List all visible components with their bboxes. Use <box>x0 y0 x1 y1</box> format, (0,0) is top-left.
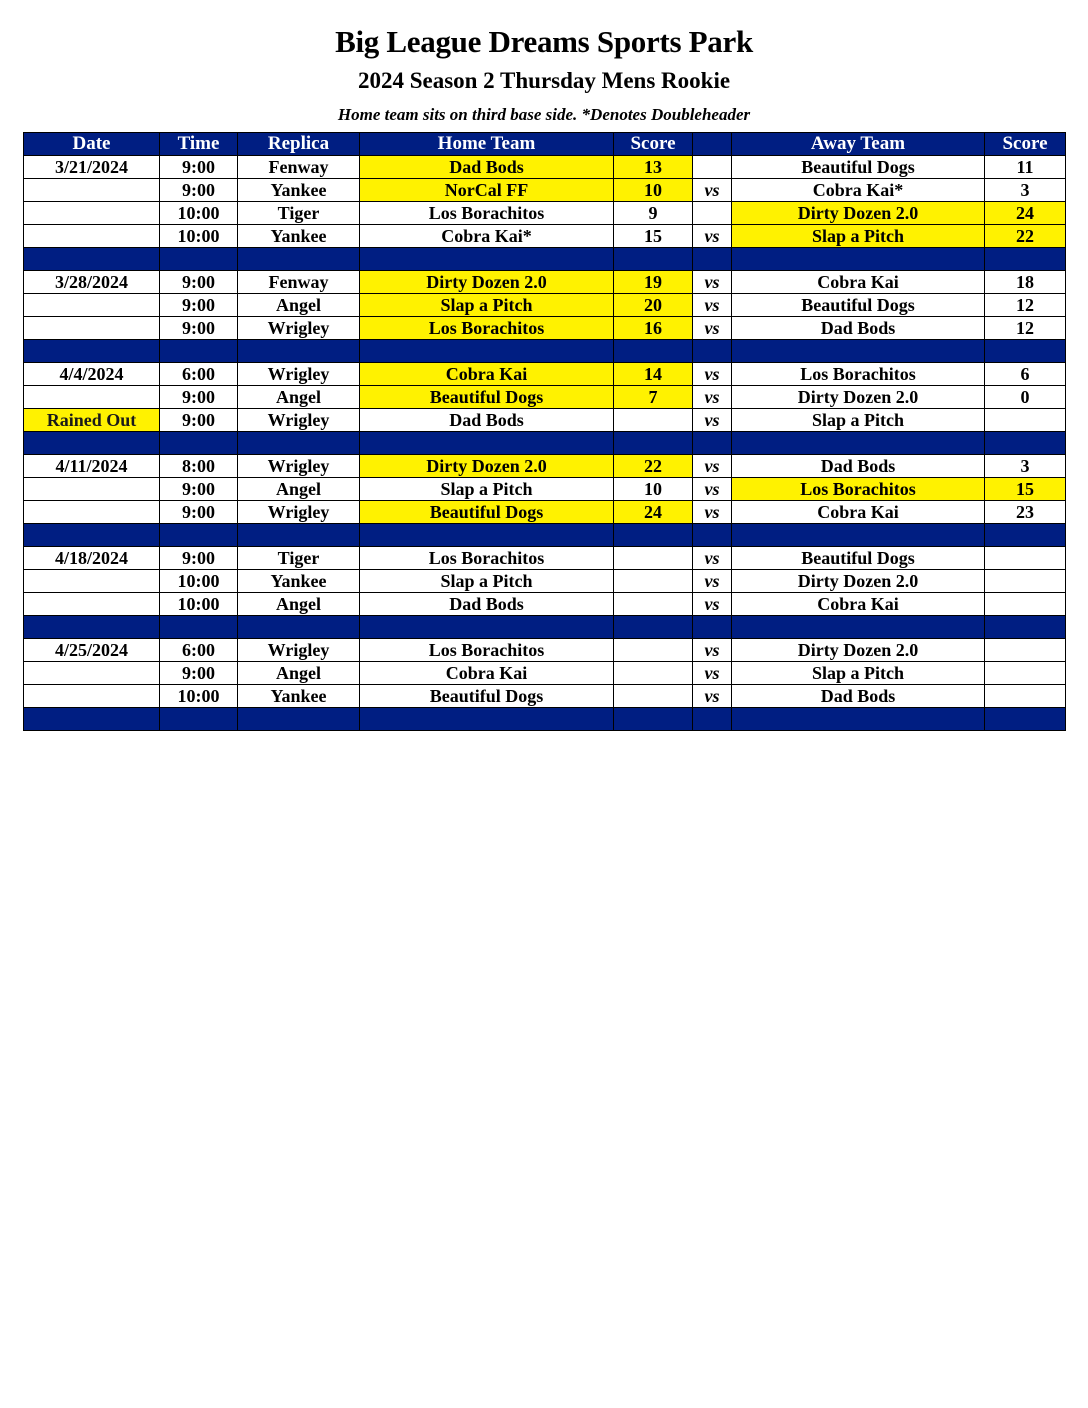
separator-cell <box>985 248 1066 271</box>
separator-cell <box>614 524 693 547</box>
home-score-cell: 20 <box>614 294 693 317</box>
home-team-cell: Beautiful Dogs <box>360 386 614 409</box>
separator-cell <box>732 432 985 455</box>
table-row <box>24 662 1066 685</box>
separator-cell <box>360 340 614 363</box>
away-score-cell <box>985 570 1066 593</box>
home-team-cell: Dad Bods <box>360 593 614 616</box>
date-cell: 3/28/2024 <box>24 271 160 294</box>
separator-cell <box>732 248 985 271</box>
home-score-cell: 13 <box>614 156 693 179</box>
separator-cell <box>24 524 160 547</box>
table-row <box>24 156 1066 179</box>
away-team-cell: Cobra Kai <box>732 501 985 524</box>
replica-cell: Fenway <box>238 271 360 294</box>
table-row <box>24 386 1066 409</box>
table-row <box>24 593 1066 616</box>
replica-cell: Angel <box>238 662 360 685</box>
home-score-cell <box>614 662 693 685</box>
week-separator-row <box>24 432 1066 455</box>
replica-cell: Yankee <box>238 225 360 248</box>
header-row <box>24 133 1066 156</box>
separator-cell <box>732 708 985 731</box>
header-time: Time <box>160 133 238 156</box>
table-row <box>24 501 1066 524</box>
header-away-score: Score <box>985 133 1066 156</box>
time-cell: 9:00 <box>160 478 238 501</box>
away-score-cell: 6 <box>985 363 1066 386</box>
home-score-cell <box>614 409 693 432</box>
away-team-cell: Cobra Kai <box>732 271 985 294</box>
date-cell <box>24 570 160 593</box>
week-separator-row <box>24 616 1066 639</box>
home-team-cell: Slap a Pitch <box>360 570 614 593</box>
time-cell: 9:00 <box>160 294 238 317</box>
separator-cell <box>985 432 1066 455</box>
replica-cell: Angel <box>238 294 360 317</box>
time-cell: 10:00 <box>160 593 238 616</box>
away-team-cell: Slap a Pitch <box>732 409 985 432</box>
vs-cell: vs <box>693 179 732 202</box>
away-team-cell: Dirty Dozen 2.0 <box>732 570 985 593</box>
home-score-cell: 14 <box>614 363 693 386</box>
separator-cell <box>238 432 360 455</box>
table-row <box>24 409 1066 432</box>
time-cell: 10:00 <box>160 570 238 593</box>
header-home-team: Home Team <box>360 133 614 156</box>
away-team-cell: Los Borachitos <box>732 363 985 386</box>
home-team-cell: Dirty Dozen 2.0 <box>360 271 614 294</box>
separator-cell <box>614 616 693 639</box>
home-team-cell: Los Borachitos <box>360 202 614 225</box>
week-separator-row <box>24 248 1066 271</box>
away-score-cell <box>985 639 1066 662</box>
separator-cell <box>238 708 360 731</box>
vs-cell: vs <box>693 271 732 294</box>
home-team-cell: Slap a Pitch <box>360 478 614 501</box>
separator-cell <box>985 616 1066 639</box>
away-score-cell: 18 <box>985 271 1066 294</box>
away-team-cell: Cobra Kai* <box>732 179 985 202</box>
separator-cell <box>238 524 360 547</box>
away-score-cell <box>985 593 1066 616</box>
time-cell: 6:00 <box>160 363 238 386</box>
away-team-cell: Dirty Dozen 2.0 <box>732 639 985 662</box>
away-score-cell: 11 <box>985 156 1066 179</box>
time-cell: 9:00 <box>160 271 238 294</box>
vs-cell <box>693 202 732 225</box>
away-score-cell: 12 <box>985 294 1066 317</box>
separator-cell <box>160 340 238 363</box>
home-team-cell: Slap a Pitch <box>360 294 614 317</box>
away-team-cell: Dirty Dozen 2.0 <box>732 386 985 409</box>
table-row <box>24 455 1066 478</box>
separator-cell <box>160 248 238 271</box>
time-cell: 9:00 <box>160 409 238 432</box>
vs-cell: vs <box>693 478 732 501</box>
home-team-cell: Beautiful Dogs <box>360 685 614 708</box>
table-row <box>24 547 1066 570</box>
home-team-cell: Cobra Kai <box>360 662 614 685</box>
separator-cell <box>693 432 732 455</box>
time-cell: 9:00 <box>160 662 238 685</box>
date-cell: 4/18/2024 <box>24 547 160 570</box>
vs-cell: vs <box>693 455 732 478</box>
separator-cell <box>614 432 693 455</box>
time-cell: 10:00 <box>160 202 238 225</box>
table-row <box>24 685 1066 708</box>
vs-cell: vs <box>693 317 732 340</box>
home-team-cell: Dirty Dozen 2.0 <box>360 455 614 478</box>
home-team-cell: Cobra Kai <box>360 363 614 386</box>
home-score-cell: 10 <box>614 478 693 501</box>
home-score-cell <box>614 570 693 593</box>
separator-cell <box>24 340 160 363</box>
home-team-cell: Los Borachitos <box>360 317 614 340</box>
away-score-cell: 3 <box>985 179 1066 202</box>
away-team-cell: Beautiful Dogs <box>732 156 985 179</box>
home-team-cell: Los Borachitos <box>360 547 614 570</box>
away-score-cell: 24 <box>985 202 1066 225</box>
vs-cell: vs <box>693 386 732 409</box>
home-score-cell: 7 <box>614 386 693 409</box>
replica-cell: Angel <box>238 593 360 616</box>
vs-cell: vs <box>693 547 732 570</box>
separator-cell <box>238 340 360 363</box>
home-score-cell: 9 <box>614 202 693 225</box>
date-cell <box>24 386 160 409</box>
vs-cell: vs <box>693 639 732 662</box>
away-team-cell: Cobra Kai <box>732 593 985 616</box>
vs-cell: vs <box>693 593 732 616</box>
separator-cell <box>614 248 693 271</box>
separator-cell <box>238 248 360 271</box>
separator-cell <box>732 616 985 639</box>
home-score-cell <box>614 547 693 570</box>
date-cell <box>24 501 160 524</box>
vs-cell: vs <box>693 225 732 248</box>
home-score-cell <box>614 639 693 662</box>
replica-cell: Wrigley <box>238 639 360 662</box>
replica-cell: Fenway <box>238 156 360 179</box>
separator-cell <box>693 524 732 547</box>
away-team-cell: Beautiful Dogs <box>732 547 985 570</box>
week-separator-row <box>24 524 1066 547</box>
away-team-cell: Dad Bods <box>732 455 985 478</box>
table-row <box>24 202 1066 225</box>
date-cell <box>24 294 160 317</box>
separator-cell <box>24 708 160 731</box>
date-cell <box>24 662 160 685</box>
date-cell: 4/25/2024 <box>24 639 160 662</box>
schedule-table <box>23 132 1066 731</box>
table-row <box>24 639 1066 662</box>
date-cell <box>24 202 160 225</box>
date-cell <box>24 225 160 248</box>
separator-cell <box>732 340 985 363</box>
date-cell: 4/11/2024 <box>24 455 160 478</box>
header-away-team: Away Team <box>732 133 985 156</box>
separator-cell <box>360 616 614 639</box>
separator-cell <box>985 524 1066 547</box>
away-score-cell: 22 <box>985 225 1066 248</box>
home-team-cell: Cobra Kai* <box>360 225 614 248</box>
replica-cell: Wrigley <box>238 455 360 478</box>
vs-cell: vs <box>693 363 732 386</box>
vs-cell: vs <box>693 662 732 685</box>
vs-cell: vs <box>693 685 732 708</box>
separator-cell <box>360 708 614 731</box>
separator-cell <box>732 524 985 547</box>
header-vs <box>693 133 732 156</box>
time-cell: 8:00 <box>160 455 238 478</box>
replica-cell: Tiger <box>238 202 360 225</box>
page-subtitle: 2024 Season 2 Thursday Mens Rookie <box>357 68 731 93</box>
separator-cell <box>160 708 238 731</box>
table-row <box>24 294 1066 317</box>
replica-cell: Yankee <box>238 179 360 202</box>
separator-cell <box>985 708 1066 731</box>
away-team-cell: Beautiful Dogs <box>732 294 985 317</box>
time-cell: 9:00 <box>160 501 238 524</box>
table-row <box>24 225 1066 248</box>
away-score-cell: 3 <box>985 455 1066 478</box>
separator-cell <box>360 524 614 547</box>
away-team-cell: Dirty Dozen 2.0 <box>732 202 985 225</box>
week-separator-row <box>24 708 1066 731</box>
time-cell: 9:00 <box>160 317 238 340</box>
away-team-cell: Slap a Pitch <box>732 225 985 248</box>
table-row <box>24 570 1066 593</box>
table-row <box>24 363 1066 386</box>
away-score-cell <box>985 409 1066 432</box>
week-separator-row <box>24 340 1066 363</box>
away-score-cell <box>985 685 1066 708</box>
table-row <box>24 271 1066 294</box>
away-team-cell: Dad Bods <box>732 685 985 708</box>
vs-cell <box>693 156 732 179</box>
home-team-cell: Los Borachitos <box>360 639 614 662</box>
vs-cell: vs <box>693 294 732 317</box>
replica-cell: Yankee <box>238 570 360 593</box>
header-home-score: Score <box>614 133 693 156</box>
date-cell: Rained Out <box>24 409 160 432</box>
date-cell <box>24 179 160 202</box>
separator-cell <box>24 616 160 639</box>
table-row <box>24 478 1066 501</box>
away-team-cell: Los Borachitos <box>732 478 985 501</box>
away-score-cell: 23 <box>985 501 1066 524</box>
time-cell: 9:00 <box>160 547 238 570</box>
date-cell <box>24 593 160 616</box>
home-team-cell: Dad Bods <box>360 156 614 179</box>
replica-cell: Tiger <box>238 547 360 570</box>
separator-cell <box>238 616 360 639</box>
separator-cell <box>24 248 160 271</box>
replica-cell: Wrigley <box>238 409 360 432</box>
time-cell: 10:00 <box>160 685 238 708</box>
doubleheader-note: Home team sits on third base side. *Denotes Doubleheader <box>337 105 751 124</box>
separator-cell <box>160 616 238 639</box>
replica-cell: Wrigley <box>238 363 360 386</box>
date-cell <box>24 317 160 340</box>
schedule-body <box>24 156 1066 731</box>
time-cell: 9:00 <box>160 179 238 202</box>
separator-cell <box>693 248 732 271</box>
separator-cell <box>614 340 693 363</box>
home-team-cell: Dad Bods <box>360 409 614 432</box>
separator-cell <box>160 432 238 455</box>
home-team-cell: NorCal FF <box>360 179 614 202</box>
away-score-cell: 0 <box>985 386 1066 409</box>
separator-cell <box>985 340 1066 363</box>
vs-cell: vs <box>693 501 732 524</box>
away-score-cell <box>985 662 1066 685</box>
time-cell: 9:00 <box>160 386 238 409</box>
header-replica: Replica <box>238 133 360 156</box>
separator-cell <box>160 524 238 547</box>
time-cell: 10:00 <box>160 225 238 248</box>
replica-cell: Wrigley <box>238 501 360 524</box>
vs-cell: vs <box>693 570 732 593</box>
home-score-cell: 10 <box>614 179 693 202</box>
home-score-cell: 24 <box>614 501 693 524</box>
replica-cell: Wrigley <box>238 317 360 340</box>
date-cell: 4/4/2024 <box>24 363 160 386</box>
home-team-cell: Beautiful Dogs <box>360 501 614 524</box>
table-row <box>24 179 1066 202</box>
separator-cell <box>693 708 732 731</box>
separator-cell <box>693 616 732 639</box>
replica-cell: Angel <box>238 478 360 501</box>
away-score-cell <box>985 547 1066 570</box>
separator-cell <box>693 340 732 363</box>
separator-cell <box>24 432 160 455</box>
time-cell: 6:00 <box>160 639 238 662</box>
home-score-cell <box>614 593 693 616</box>
table-row <box>24 317 1066 340</box>
home-score-cell: 19 <box>614 271 693 294</box>
home-score-cell: 15 <box>614 225 693 248</box>
home-score-cell <box>614 685 693 708</box>
date-cell: 3/21/2024 <box>24 156 160 179</box>
replica-cell: Yankee <box>238 685 360 708</box>
separator-cell <box>360 248 614 271</box>
away-score-cell: 15 <box>985 478 1066 501</box>
home-score-cell: 22 <box>614 455 693 478</box>
vs-cell: vs <box>693 409 732 432</box>
page-title: Big League Dreams Sports Park <box>335 24 753 59</box>
away-score-cell: 12 <box>985 317 1066 340</box>
time-cell: 9:00 <box>160 156 238 179</box>
date-cell <box>24 685 160 708</box>
separator-cell <box>614 708 693 731</box>
away-team-cell: Slap a Pitch <box>732 662 985 685</box>
date-cell <box>24 478 160 501</box>
replica-cell: Angel <box>238 386 360 409</box>
away-team-cell: Dad Bods <box>732 317 985 340</box>
header-date: Date <box>24 133 160 156</box>
separator-cell <box>360 432 614 455</box>
home-score-cell: 16 <box>614 317 693 340</box>
